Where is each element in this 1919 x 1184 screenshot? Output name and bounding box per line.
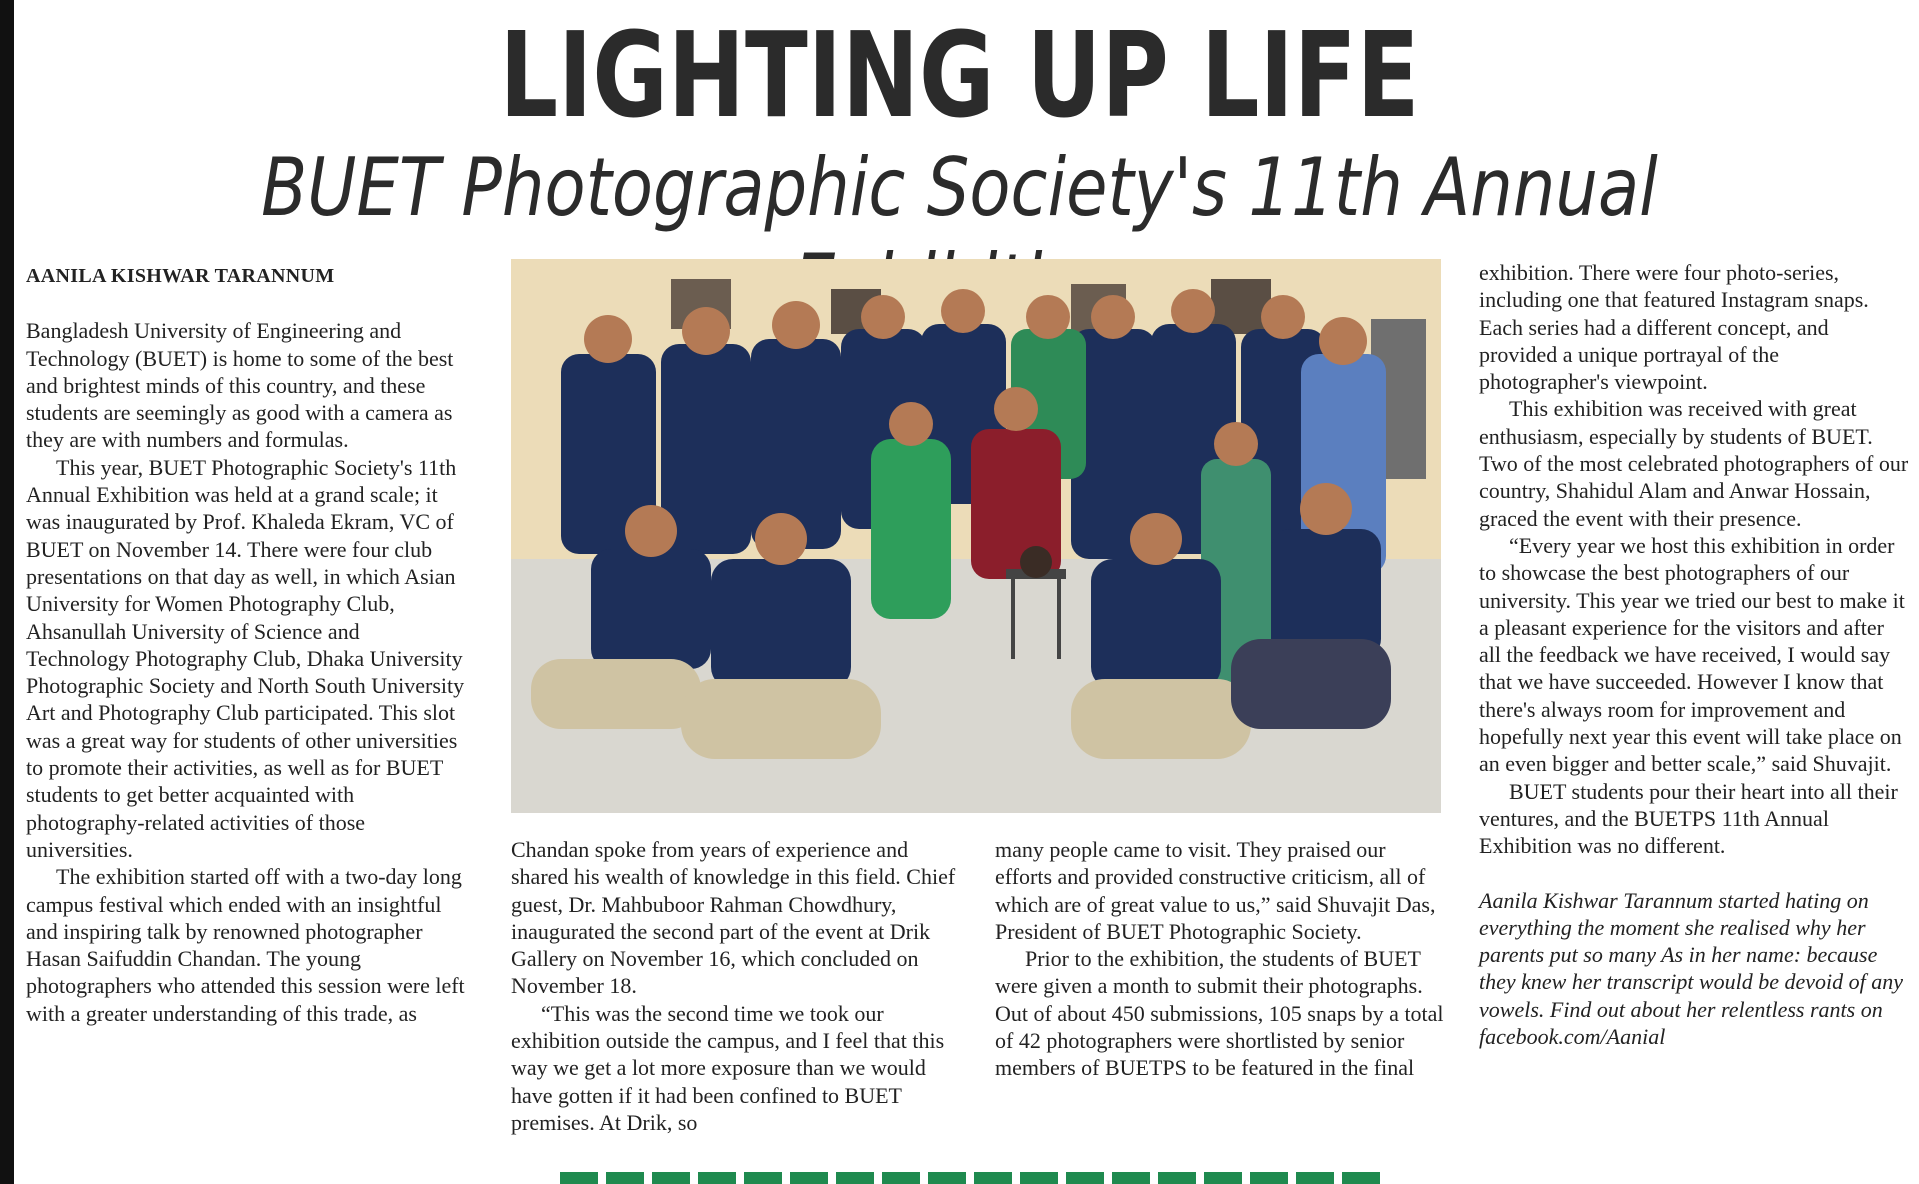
byline: AANILA KISHWAR TARANNUM <box>26 265 335 287</box>
page-edge-bar <box>0 0 14 1184</box>
article-column-3 <box>995 836 1445 1082</box>
paragraph: BUET students pour their heart into all their ventures, and the BUETPS 11th Annual Exhibition was no different. <box>1479 778 1898 859</box>
next-article-headline-fragment <box>560 1172 1380 1184</box>
article-column-4 <box>1479 259 1911 1050</box>
article-column-1 <box>26 263 466 1027</box>
headline: LIGHTING UP LIFE <box>499 6 1420 144</box>
paragraph: exhibition. There were four photo-series, including one that featured Instagram snaps. Each series had a different concept, and provided a unique portrayal of the photographer's viewpoint. <box>1479 260 1869 395</box>
paragraph: Bangladesh University of Engineering and Technology (BUET) is home to some of the best and brightest minds of this country, and these students are seemingly as good with a camera as they are with numbers and formulas. <box>26 318 454 453</box>
paragraph: “Every year we host this exhibition in order to showcase the best photographers of our university. This year we tried our best to make it a pleasant experience for the visitors and after all the feedback we have received, I would say that we have succeeded. However I know that there's always room for improvement and hopefully next year this event will take place on an even bigger and better scale,” said Shuvajit. <box>1479 532 1905 777</box>
subheadline: BUET Photographic Society's 11th Annual <box>261 141 1658 234</box>
author-bio: Aanila Kishwar Tarannum started hating on everything the moment she realised why her parents put so many As in her name: because they knew her transcript would be devoid of any vowels. Find out about her relentless rants on facebook.com/Aanial <box>1479 887 1904 1050</box>
group-photo-illustration <box>511 259 1441 813</box>
article-column-2 <box>511 836 961 1136</box>
paragraph: Chandan spoke from years of experience and shared his wealth of knowledge in this field. Chief guest, Dr. Mahbuboor Rahman Chowdhury, inaugurated the second part of the event at Drik Gallery on November 16, which concluded on November 18. <box>511 837 956 999</box>
paragraph: This exhibition was received with great enthusiasm, especially by students of BUET. Two of the most celebrated photographers of our country, Shahidul Alam and Anwar Hossain, graced the event with their presence. <box>1479 396 1909 531</box>
paragraph: The exhibition started off with a two-day long campus festival which ended with an insightful and inspiring talk by renowned photographer Hasan Saifuddin Chandan. The young photographers who attended this session were left with a greater understanding of this trade, as <box>26 864 465 1026</box>
group-photo <box>511 259 1441 813</box>
paragraph: many people came to visit. They praised our efforts and provided constructive criticism, all of which are of great value to us,” said Shuvajit Das, President of BUET Photographic Society. <box>995 837 1436 944</box>
paragraph: “This was the second time we took our exhibition outside the campus, and I feel that this way we get a lot more exposure than we would have gotten if it had been confined to BUET premises. At Drik, so <box>511 1000 945 1135</box>
paragraph: This year, BUET Photographic Society's 11th Annual Exhibition was held at a grand scale; it was inaugurated by Prof. Khaleda Ekram, VC of BUET on November 14. There were four club presentations on that day as well, in which Asian University for Women Photography Club, Ahsanullah University of Science and Technology Photography Club, Dhaka University Photographic Society and North South University Art and Photography Club participated. This slot was a great way for students of other universities to promote their activities, as well as for BUET students to get better acquainted with photography-related activities of those universities. <box>26 454 465 862</box>
paragraph: Prior to the exhibition, the students of BUET were given a month to submit their photographs. Out of about 450 submissions, 105 snaps by a total of 42 photographers were shortlisted by senior members of BUETPS to be featured in the final <box>995 946 1444 1081</box>
